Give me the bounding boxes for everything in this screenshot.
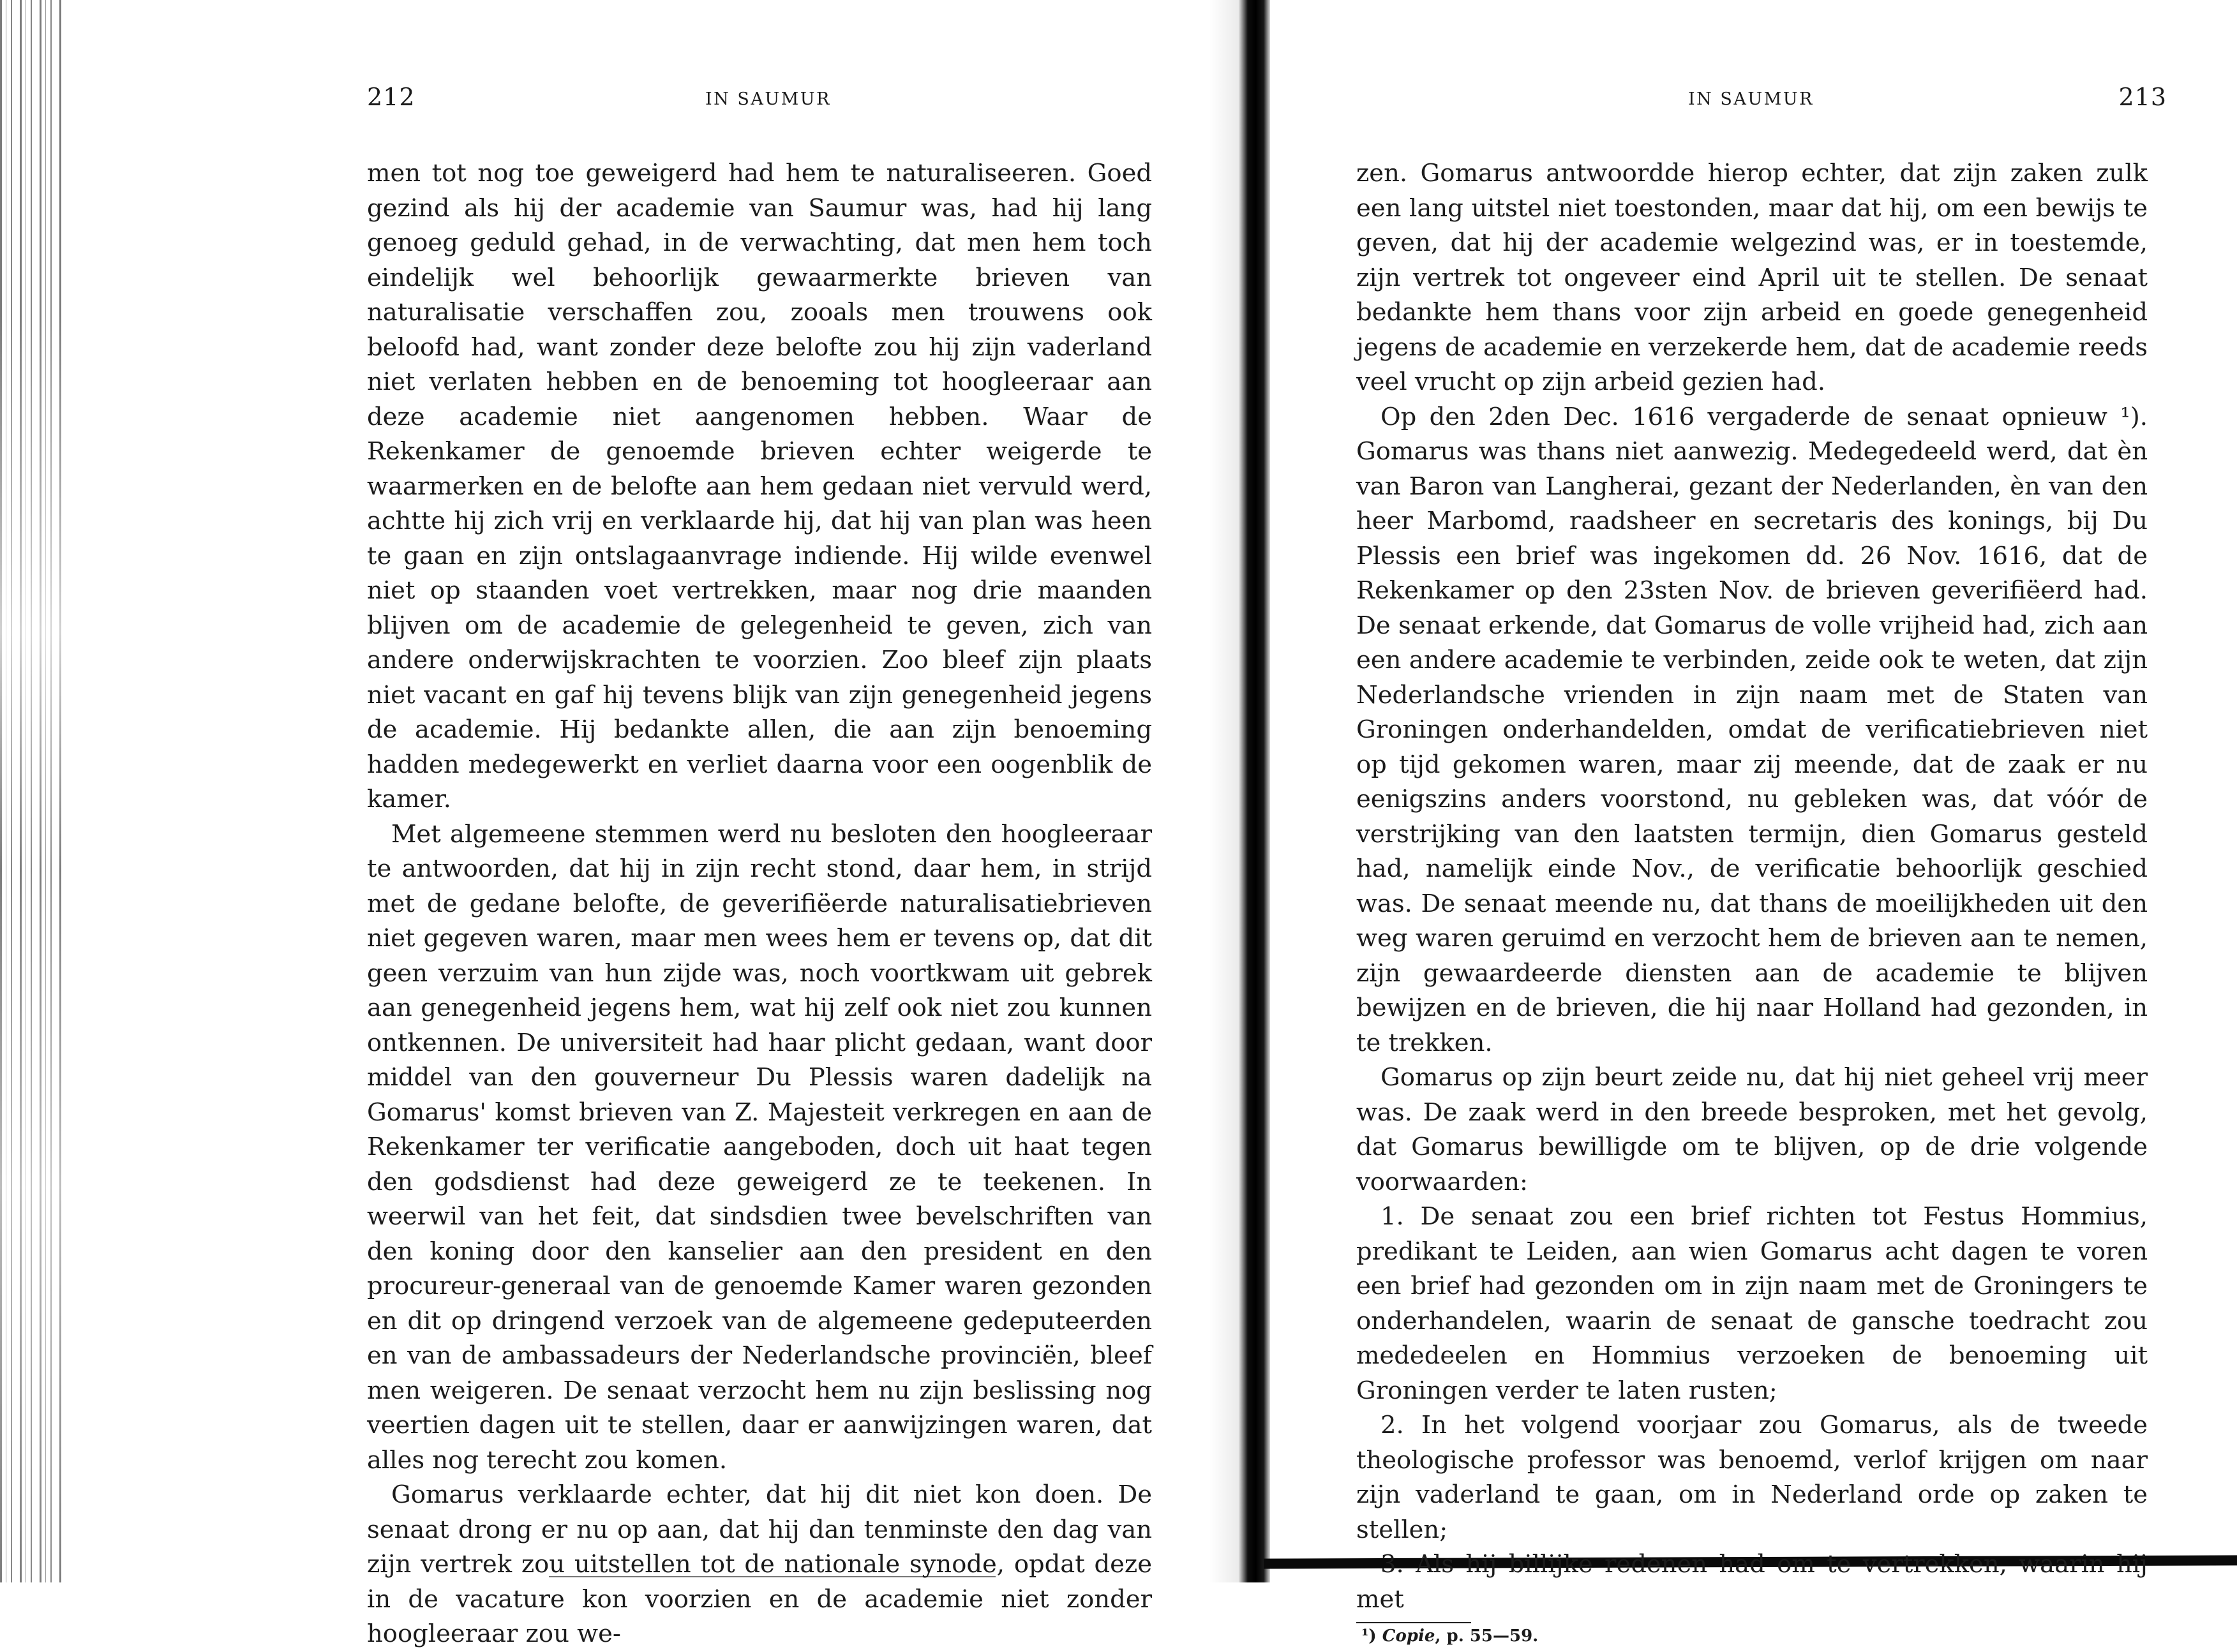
left-body-text [367,156,1152,1652]
footnote-source: Copie [1382,1626,1435,1646]
right-running-head [1356,83,2167,121]
right-head-title: IN SAUMUR [1688,89,1814,109]
scan-edge-artifact [0,0,64,1582]
footnote-rule [1356,1622,1471,1623]
footnote-marker: ¹) [1361,1626,1377,1646]
right-paragraph-1: zen. Gomarus antwoordde hierop echter, dat zijn zaken zulk een lang uitstel niet toestonden, maar dat hij, om een bewijs te geven, dat hij der academie welgezind was, er in toestemde, zijn vertrek tot ongeveer eind April uit te stellen. De senaat bedankte hem thans voor zijn arbeid en goede genegenheid jegens de academie en verzekerde hem, dat de academie reeds veel vrucht op zijn arbeid gezien had. [1356,159,2148,396]
left-head-title: IN SAUMUR [705,89,831,109]
footnote [1356,1625,2148,1648]
left-page-number: 212 [367,83,415,111]
gutter-shadow [1209,0,1238,1582]
right-paragraph-3: Gomarus op zijn beurt zeide nu, dat hij niet geheel vrij meer was. De zaak werd in den breede besproken, met het gevolg, dat Gomarus bewilligde om te blijven, op de drie volgende voorwaarden: [1356,1063,2148,1196]
left-paragraph-1: men tot nog toe geweigerd had hem te naturaliseeren. Goed gezind als hij der academie van Saumur was, had hij lang genoeg geduld gehad, in de verwachting, dat men hem toch eindelijk wel behoorlijk gewaarmerkte brieven van naturalisatie verschaffen zou, zooals men trouwens ook beloofd had, want zonder deze belofte zou hij zijn vaderland niet verlaten hebben en de benoeming tot hoogleeraar aan deze academie niet aangenomen hebben. Waar de Rekenkamer de genoemde brieven echter weigerde te waarmerken en de belofte aan hem gedaan niet vervuld werd, achtte hij zich vrij en verklaarde hij, dat hij van plan was heen te gaan en zijn ontslagaanvrage indiende. Hij wilde evenwel niet op staanden voet vertrekken, maar nog drie maanden blijven om de academie de gelegenheid te geven, zich van andere onderwijskrachten te voorzien. Zoo bleef zijn plaats niet vacant en gaf hij tevens blijk van zijn genegenheid jegens de academie. Hij bedankte allen, die aan zijn benoeming hadden medegewerkt en verliet daarna voor een oogenblik de kamer. [367,159,1152,814]
right-page [1356,83,2167,1648]
right-body-text [1356,156,2148,1617]
right-page-number: 213 [2118,83,2167,111]
left-paragraph-3: Gomarus verklaarde echter, dat hij dit niet kon doen. De senaat drong er nu op aan, dat hij dan tenminste den dag van zijn vertrek zou uitstellen tot de nationale synode, opdat deze in de vacature kon voorzien en de academie niet zonder hoogleeraar zou we- [367,1480,1152,1648]
condition-item-3: 3. Als hij billijke redenen had om te vertrekken, waarin hij met [1356,1550,2148,1614]
condition-item-2: 2. In het volgend voorjaar zou Gomarus, als de tweede theologische professor was benoemd, verlof krijgen om naar zijn vaderland te gaan, om in Nederland orde op zaken te stellen; [1356,1411,2148,1544]
left-paragraph-2: Met algemeene stemmen werd nu besloten den hoogleeraar te antwoorden, dat hij in zijn recht stond, daar hem, in strijd met de gedane belofte, de geverifiëerde naturalisatiebrieven niet gegeven waren, maar men wees hem er tevens op, dat dit geen verzuim van hun zijde was, noch voortkwam uit gebrek aan genegenheid jegens hem, wat hij zelf ook niet zou kunnen ontkennen. De universiteit had haar plicht gedaan, want door middel van den gouverneur Du Plessis waren dadelijk na Gomarus' komst brieven van Z. Majesteit verkregen en aan de Rekenkamer ter verificatie aangeboden, doch uit haat tegen den godsdienst had deze geweigerd ze te teekenen. In weerwil van het feit, dat sindsdien twee bevelschriften van den koning door den kanselier aan den president en den procureur-generaal van de genoemde Kamer waren gezonden en dit op dringend verzoek van de algemeene gedeputeerden en van de ambassadeurs der Nederlandsche provinciën, bleef men weigeren. De senaat verzocht hem nu zijn beslissing nog veertien dagen uit te stellen, daar er aanwijzingen waren, dat alles nog terecht zou komen. [367,819,1152,1475]
right-paragraph-2: Op den 2den Dec. 1616 vergaderde de senaat opnieuw ¹). Gomarus was thans niet aanwezig. Medegedeeld werd, dat èn van Baron van Langherai, gezant der Nederlanden, èn van den heer Marbomd, raadsheer en secretaris des konings, bij Du Plessis een brief was ingekomen dd. 26 Nov. 1616, dat de Rekenkamer op den 23sten Nov. de brieven geverifiëerd had. De senaat erkende, dat Gomarus de volle vrijheid had, zich aan een andere academie te verbinden, zeide ook te weten, dat zijn Nederlandsche vrienden in zijn naam met de Staten van Groningen onderhandelden, omdat de verificatiebrieven niet op tijd gekomen waren, maar zij meende, dat de zaak er nu eenigszins anders voorstond, nu gebleken was, dat vóór de verstrijking van den laatsten termijn, dien Gomarus gesteld had, namelijk einde Nov., de verificatie behoorlijk geschied was. De senaat meende nu, dat thans de moeilijkheden uit den weg waren geruimd en verzocht hem de brieven aan te nemen, zijn gewaardeerde diensten aan de academie te blijven bewijzen en de brieven, die hij naar Holland had gezonden, in te trekken. [1356,402,2148,1057]
book-gutter [1238,0,1270,1582]
left-running-head [367,83,1152,121]
left-page [367,83,1152,1652]
footnote-pages: , p. 55—59. [1435,1626,1539,1646]
condition-item-1: 1. De senaat zou een brief richten tot Festus Hommius, predikant te Leiden, aan wien Gomarus acht dagen te voren een brief had gezonden om in zijn naam met de Groningers te onderhandelen, waarin de senaat de gansche toedracht zou mededeelen en Hommius verzoeken de benoeming uit Groningen verder te laten rusten; [1356,1202,2148,1405]
